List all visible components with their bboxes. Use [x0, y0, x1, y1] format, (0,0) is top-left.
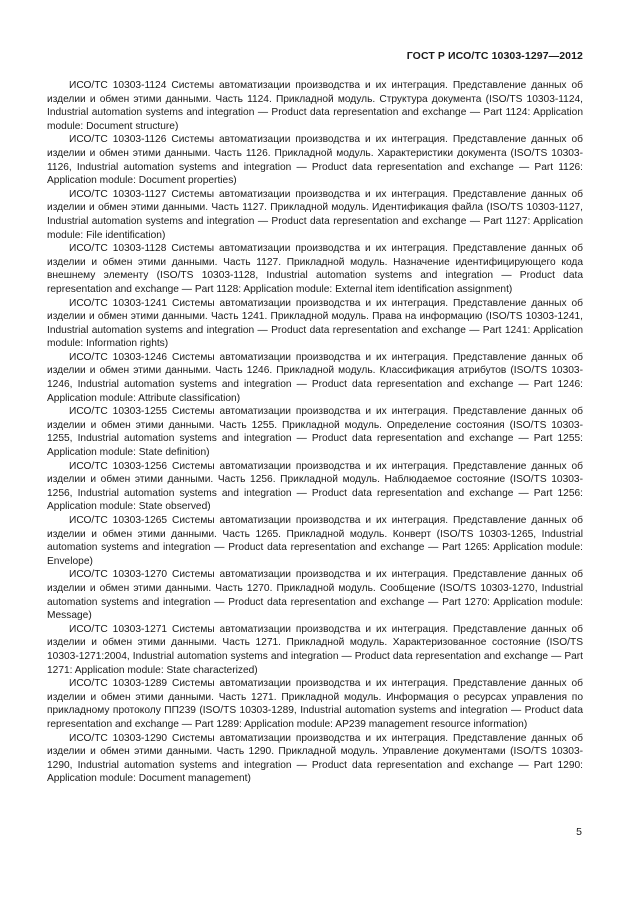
reference-paragraph: ИСО/ТС 10303-1255 Системы автоматизации производства и их интеграция. Представление данных об изделии и обмен этими данными. Часть 1255. Прикладной модуль. Определение состояния (ISO/TS 10303-1255, Industrial automation systems and integration — Product data representation and exchange — Part 1255: Application module: State definition) [47, 406, 583, 459]
reference-paragraph: ИСО/ТС 10303-1289 Системы автоматизации производства и их интеграция. Представление данных об изделии и обмен этими данными. Часть 1271. Прикладной модуль. Информация о ресурсах управления по прикладному протоколу ПП239 (ISO/TS 10303-1289, Industrial automation systems and integration — Product data representation and exchange — Part 1289: Application module: AP239 management resource information) [47, 678, 583, 730]
reference-list [47, 79, 583, 786]
reference-paragraph: ИСО/ТС 10303-1265 Системы автоматизации производства и их интеграция. Представление данных об изделии и обмен этими данными. Часть 1265. Прикладной модуль. Конверт (ISO/TS 10303-1265, Industrial automation systems and integration — Product data representation and exchange — Part 1265: Application module: Envelope) [47, 515, 583, 567]
reference-paragraph: ИСО/ТС 10303-1127 Системы автоматизации производства и их интеграция. Представление данных об изделии и обмен этими данными. Часть 1127. Прикладной модуль. Идентификация файла (ISO/TS 10303-1127, Industrial automation systems and integration — Product data representation and exchange — Part 1127: Application module: File identification) [47, 188, 583, 241]
reference-paragraph: ИСО/ТС 10303-1241 Системы автоматизации производства и их интеграция. Представление данных об изделии и обмен этими данными. Часть 1241. Прикладной модуль. Права на информацию (ISO/TS 10303-1241, Industrial automation systems and integration — Product data representation and exchange — Part 1241: Application module: Information rights) [47, 297, 583, 350]
page-number: 5 [576, 826, 582, 838]
reference-paragraph: ИСО/ТС 10303-1124 Системы автоматизации производства и их интеграция. Представление данных об изделии и обмен этими данными. Часть 1124. Прикладной модуль. Структура документа (ISO/TS 10303-1124, Industrial automation systems and integration — Product data representation and exchange — Part 1124: Application module: Document structure) [47, 80, 583, 132]
reference-paragraph: ИСО/ТС 10303-1270 Системы автоматизации производства и их интеграция. Представление данных об изделии и обмен этими данными. Часть 1270. Прикладной модуль. Сообщение (ISO/TS 10303-1270, Industrial automation systems and integration — Product data representation and exchange — Part 1270: Application module: Message) [47, 569, 583, 622]
document-header: ГОСТ Р ИСО/ТС 10303-1297—2012 [406, 50, 583, 62]
reference-paragraph: ИСО/ТС 10303-1126 Системы автоматизации производства и их интеграция. Представление данных об изделии и обмен этими данными. Часть 1126. Прикладной модуль. Характеристики документа (ISO/TS 10303-1126, Industrial automation systems and integration — Product data representation and exchange — Part 1126: Application module: Document properties) [47, 134, 583, 187]
reference-paragraph: ИСО/ТС 10303-1290 Системы автоматизации производства и их интеграция. Представление данных об изделии и обмен этими данными. Часть 1290. Прикладной модуль. Управление документами (ISO/TS 10303-1290, Industrial automation systems and integration — Product data representation and exchange — Part 1290: Application module: Document management) [47, 732, 583, 785]
reference-paragraph: ИСО/ТС 10303-1271 Системы автоматизации производства и их интеграция. Представление данных об изделии и обмен этими данными. Часть 1271. Прикладной модуль. Характеризованное состояние (ISO/TS 10303-1271:2004, Industrial automation systems and integration — Product data representation and exchange — Part 1271: Application module: State characterized) [47, 623, 583, 676]
reference-paragraph: ИСО/ТС 10303-1246 Системы автоматизации производства и их интеграция. Представление данных об изделии и обмен этими данными. Часть 1246. Прикладной модуль. Классификация атрибутов (ISO/TS 10303-1246, Industrial automation systems and integration — Product data representation and exchange — Part 1246: Application module: Attribute classification) [47, 351, 583, 404]
reference-paragraph: ИСО/ТС 10303-1128 Системы автоматизации производства и их интеграция. Представление данных об изделии и обмен этими данными. Часть 1127. Прикладной модуль. Назначение идентифицирующего кода внешнему элементу (ISO/TS 10303-1128, Industrial automation systems and integration — Product data representation and exchange — Part 1128: Application module: External item identification assignment) [47, 243, 583, 295]
reference-paragraph: ИСО/ТС 10303-1256 Системы автоматизации производства и их интеграция. Представление данных об изделии и обмен этими данными. Часть 1256. Прикладной модуль. Наблюдаемое состояние (ISO/TS 10303-1256, Industrial automation systems and integration — Product data representation and exchange — Part 1256: Application module: State observed) [47, 460, 583, 513]
